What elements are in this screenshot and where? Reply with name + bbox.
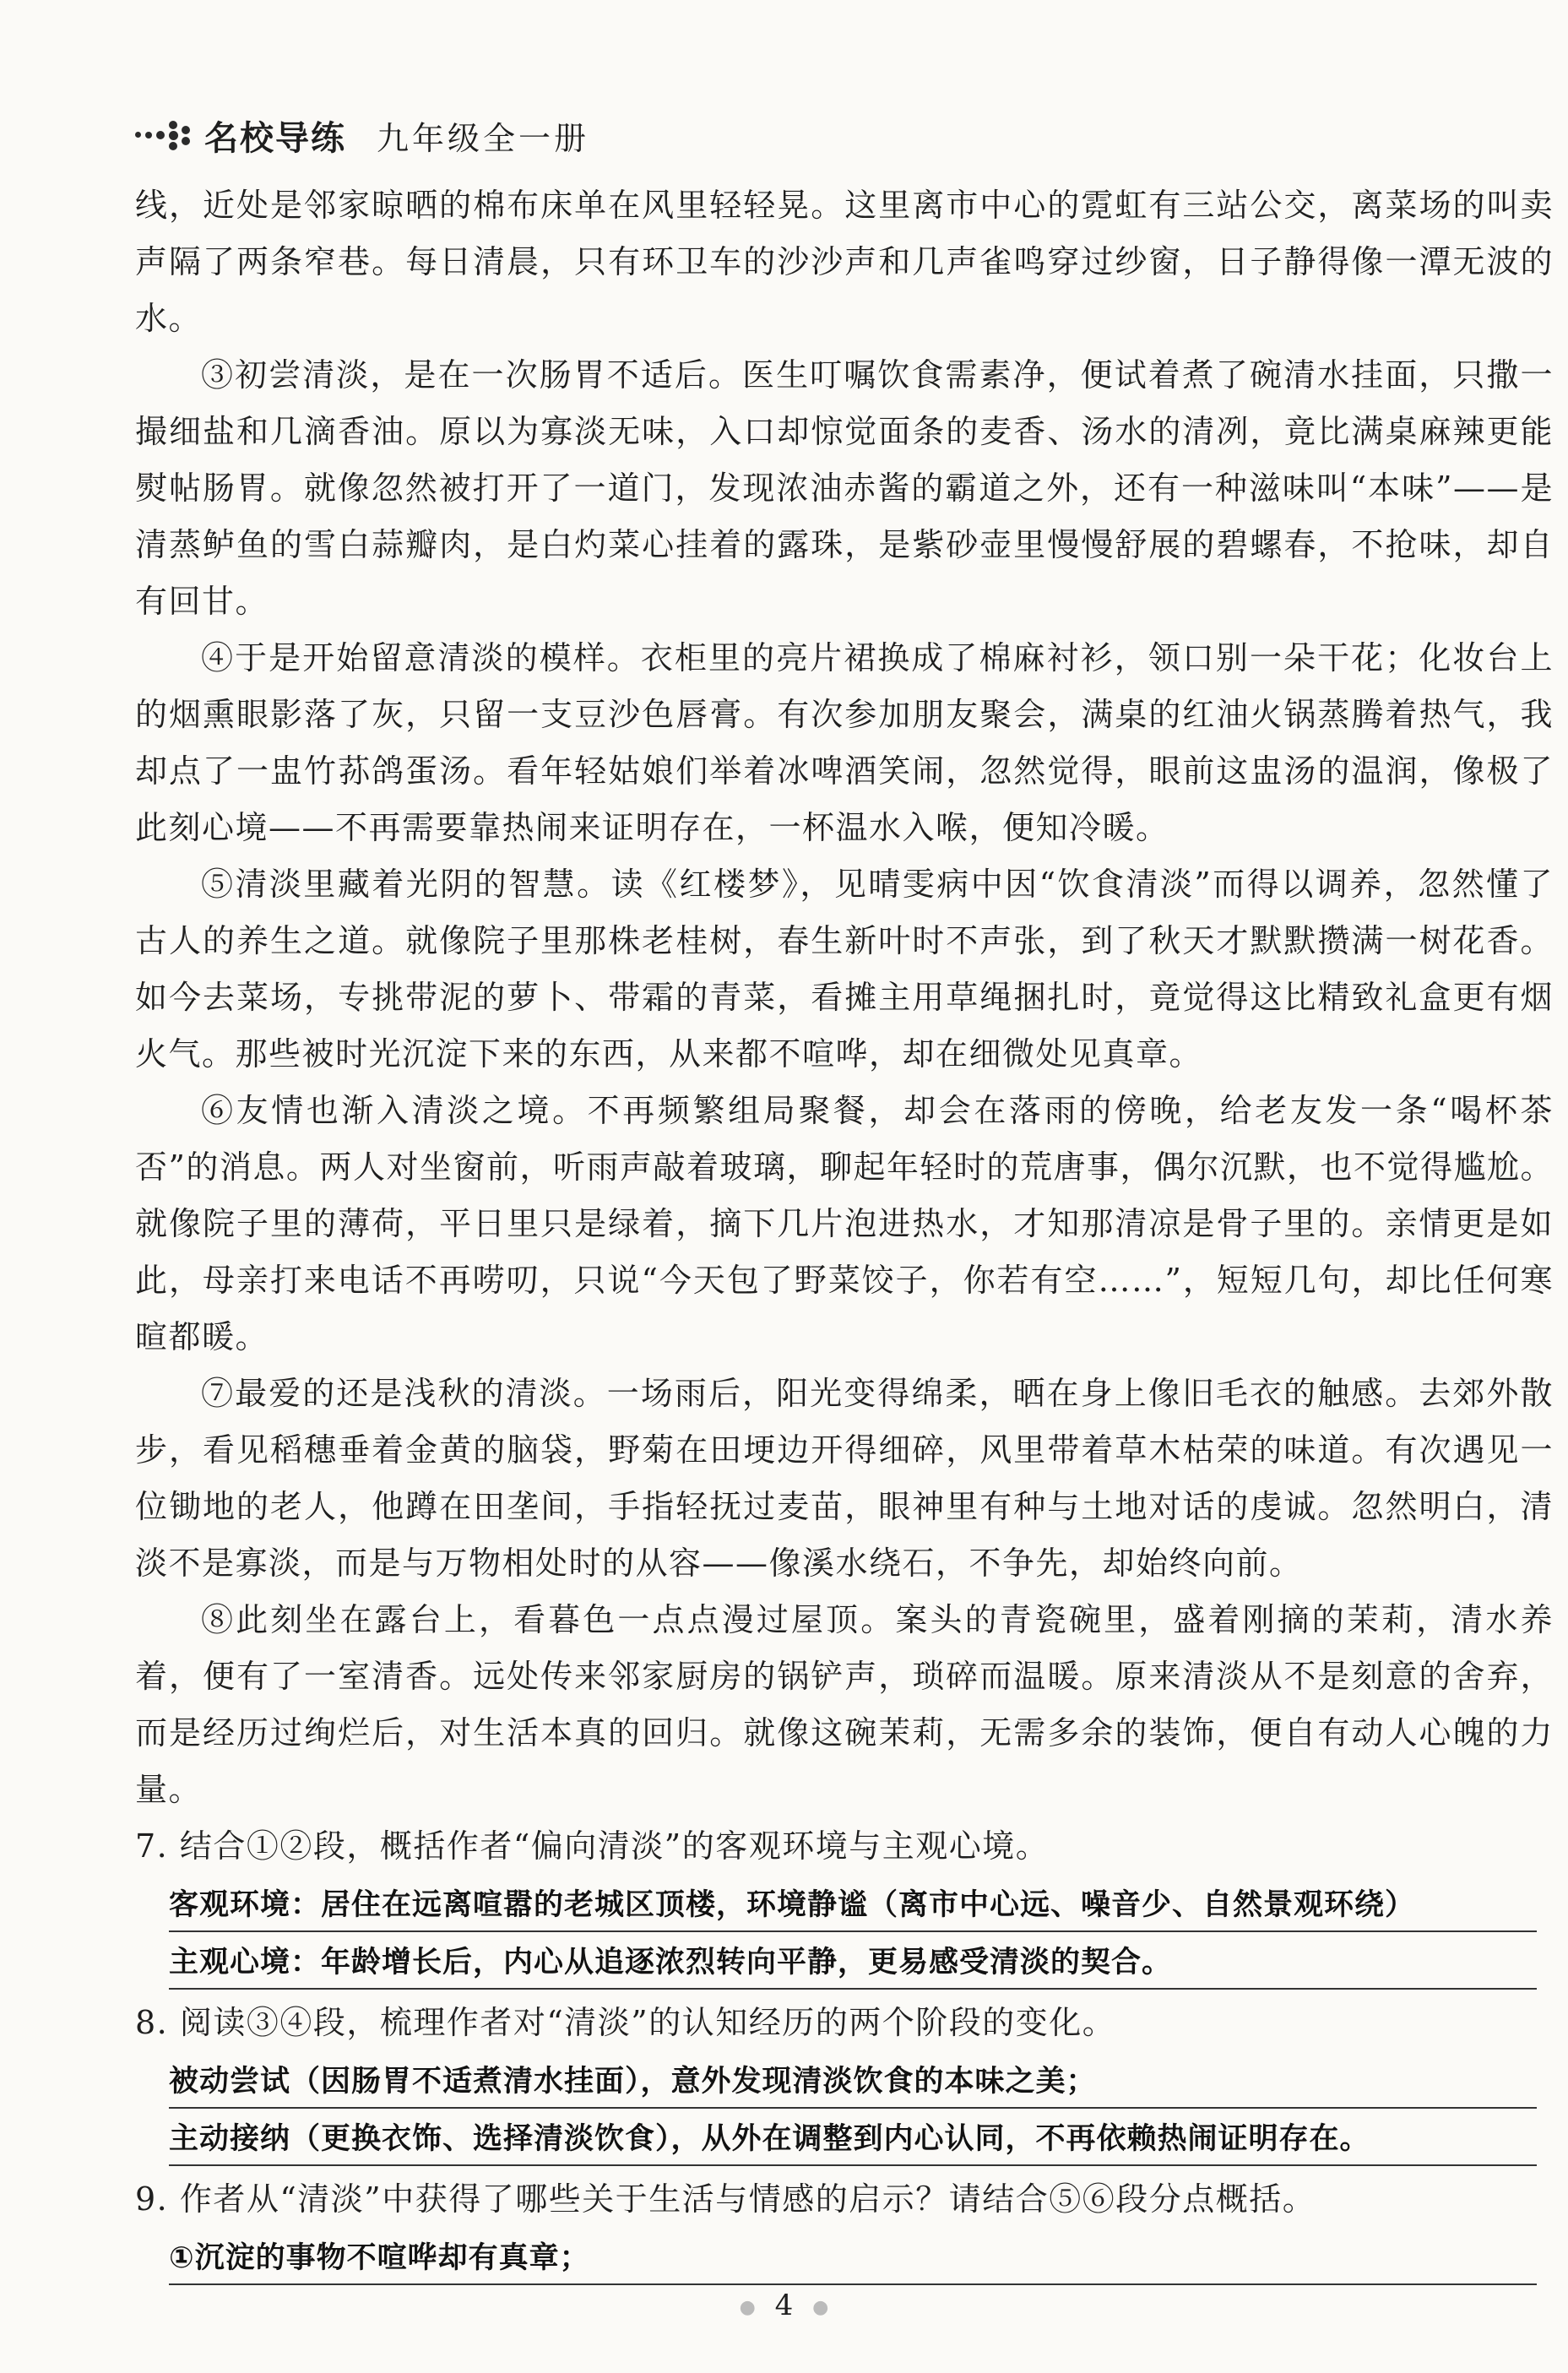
question-7	[135, 1818, 1554, 1990]
question-prompt: 8. 阅读③④段，梳理作者对“清淡”的认知经历的两个阶段的变化。	[135, 2004, 1116, 2041]
book-brand: 名校导练	[204, 118, 346, 158]
question-9	[135, 2171, 1554, 2285]
dot-decoration-icon: ●	[812, 2296, 829, 2318]
page-number	[0, 2289, 1568, 2322]
question-prompt: 7. 结合①②段，概括作者“偏向清淡”的客观环境与主观心境。	[135, 1827, 1050, 1865]
paragraph-8: ⑧此刻坐在露台上，看暮色一点点漫过屋顶。案头的青瓷碗里，盛着刚摘的茉莉，清水养着，便有了一室清香。远处传来邻家厨房的锅铲声，琐碎而温暖。原来清淡从不是刻意的舍弃，而是经历过绚烂后，对生活本真的回归。就像这碗茉莉，无需多余的装饰，便自有动人心魄的力量。	[135, 1601, 1554, 1808]
answer-line: ①沉淀的事物不喧哗却有真章；	[169, 2236, 1537, 2285]
dot-decoration-icon: ●	[739, 2296, 756, 2318]
dots-logo-icon	[135, 118, 196, 152]
paragraph-5: ⑤清淡里藏着光阴的智慧。读《红楼梦》，见晴雯病中因“饮食清淡”而得以调养，忽然懂了古人的养生之道。就像院子里那株老桂树，春生新叶时不声张，到了秋天才默默攒满一树花香。如今去菜场，专挑带泥的萝卜、带霜的青菜，看摊主用草绳捆扎时，竟觉得这比精致礼盒更有烟火气。那些被时光沉淀下来的东西，从来都不喧哗，却在细微处见真章。	[135, 866, 1554, 1072]
answer-line: 被动尝试（因肠胃不适煮清水挂面），意外发现清淡饮食的本味之美；	[169, 2060, 1537, 2109]
grade-label: 九年级全一册	[377, 119, 590, 157]
answer-line: 主观心境：年龄增长后，内心从追逐浓烈转向平静，更易感受清淡的契合。	[169, 1941, 1537, 1990]
paragraph-3: ③初尝清淡，是在一次肠胃不适后。医生叮嘱饮食需素净，便试着煮了碗清水挂面，只撒一撮细盐和几滴香油。原以为寡淡无味，入口却惊觉面条的麦香、汤水的清冽，竟比满桌麻辣更能熨帖肠胃。就像忽然被打开了一道门，发现浓油赤酱的霸道之外，还有一种滋味叫“本味”——是清蒸鲈鱼的雪白蒜瓣肉，是白灼菜心挂着的露珠，是紫砂壶里慢慢舒展的碧螺春，不抢味，却自有回甘。	[135, 356, 1554, 620]
page-header	[135, 111, 589, 159]
paragraph-4: ④于是开始留意清淡的模样。衣柜里的亮片裙换成了棉麻衬衫，领口别一朵干花；化妆台上的烟熏眼影落了灰，只留一支豆沙色唇膏。有次参加朋友聚会，满桌的红油火锅蒸腾着热气，我却点了一盅竹荪鸽蛋汤。看年轻姑娘们举着冰啤酒笑闹，忽然觉得，眼前这盅汤的温润，像极了此刻心境——不再需要靠热闹来证明存在，一杯温水入喉，便知冷暖。	[135, 639, 1554, 846]
main-content	[135, 177, 1554, 2290]
paragraph-7: ⑦最爱的还是浅秋的清淡。一场雨后，阳光变得绵柔，晒在身上像旧毛衣的触感。去郊外散步，看见稻穗垂着金黄的脑袋，野菊在田埂边开得细碎，风里带着草木枯荣的味道。有次遇见一位锄地的老人，他蹲在田垄间，手指轻抚过麦苗，眼神里有种与土地对话的虔诚。忽然明白，清淡不是寡淡，而是与万物相处时的从容——像溪水绕石，不争先，却始终向前。	[135, 1375, 1554, 1582]
answer-line: 客观环境：居住在远离喧嚣的老城区顶楼，环境静谧（离市中心远、噪音少、自然景观环绕）	[169, 1883, 1537, 1932]
question-prompt: 9. 作者从“清淡”中获得了哪些关于生活与情感的启示？请结合⑤⑥段分点概括。	[135, 2180, 1316, 2218]
answer-line: 主动接纳（更换衣饰、选择清淡饮食），从外在调整到内心认同，不再依赖热闹证明存在。	[169, 2117, 1537, 2166]
paragraph-continued: 线，近处是邻家晾晒的棉布床单在风里轻轻晃。这里离市中心的霓虹有三站公交，离菜场的叫卖声隔了两条窄巷。每日清晨，只有环卫车的沙沙声和几声雀鸣穿过纱窗，日子静得像一潭无波的水。	[135, 187, 1554, 337]
question-8	[135, 1995, 1554, 2166]
page-number-text: 4	[774, 2289, 794, 2322]
paragraph-6: ⑥友情也渐入清淡之境。不再频繁组局聚餐，却会在落雨的傍晚，给老友发一条“喝杯茶否”的消息。两人对坐窗前，听雨声敲着玻璃，聊起年轻时的荒唐事，偶尔沉默，也不觉得尴尬。就像院子里的薄荷，平日里只是绿着，摘下几片泡进热水，才知那清凉是骨子里的。亲情更是如此，母亲打来电话不再唠叨，只说“今天包了野菜饺子，你若有空……”，短短几句，却比任何寒暄都暖。	[135, 1092, 1554, 1355]
